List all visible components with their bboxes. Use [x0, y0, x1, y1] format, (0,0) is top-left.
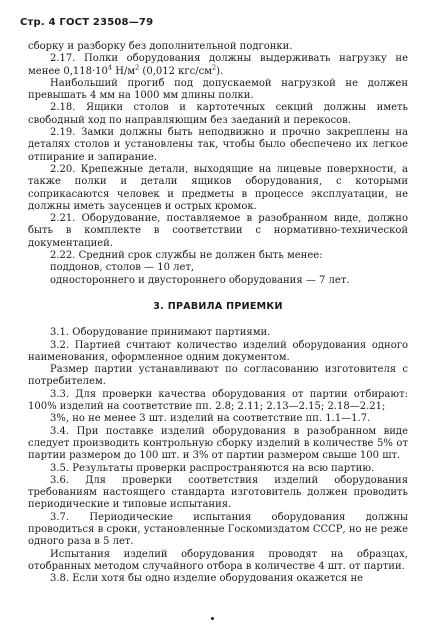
page-header: Стр. 4 ГОСТ 23508—79	[20, 17, 154, 28]
paragraph: Наибольший прогиб под допускаемой нагрузкой не должен превышать 4 мм на 1000 мм длины полки.	[28, 77, 408, 102]
paragraph: 2.22. Средний срок службы не должен быть менее:	[50, 250, 323, 262]
paragraph: 3.6. Для проверки соответствия изделий оборудования требованиям настоящего стандарта изготовитель должен проводить периодические и типовые испытания.	[28, 474, 408, 511]
paragraph: 3.1. Оборудование принимают партиями.	[50, 327, 271, 339]
paragraph: 3.4. При поставке изделий оборудования в разобранном виде следует производить контрольную сборку изделий в количестве 5% от партии размером до 100 шт. и 3% от партии размером свыше 100 шт.	[28, 425, 408, 462]
paragraph: поддонов, столов — 10 лет,	[50, 262, 195, 274]
document-body	[28, 41, 408, 585]
paragraph: 3.8. Если хотя бы одно изделие оборудования окажется не	[50, 573, 364, 585]
paragraph: 3.2. Партией считают количество изделий оборудования одного наименования, оформленное одним документом.	[28, 339, 408, 363]
paragraph: 2.18. Ящики столов и картотечных секций должны иметь свободный ход по направляющим без заеданий и перекосов.	[28, 102, 408, 126]
paragraph-2-17: 2.17. Полки оборудования должны выдерживать нагрузку не менее $0,118\cdot 10^4$ $Н/м^2$ (0,012 кгс/$см^2$).	[28, 53, 408, 77]
paragraph: 3.3. Для проверки качества оборудования от партии отбирают: 100% изделий на соответствие пп. 2.8; 2.11; 2.13—2.15; 2.18—2.21;	[28, 388, 408, 413]
paragraph: 2.21. Оборудование, поставляемое в разобранном виде, должно быть в комплекте в соответствии с нормативно-технической документацией.	[28, 213, 408, 249]
paragraph: 3.5. Результаты проверки распространяются на всю партию.	[50, 462, 375, 474]
paragraph: 3%, но не менее 3 шт. изделий на соответствие пп. 1.1—1.7.	[50, 413, 371, 425]
page-dot-mark	[211, 617, 214, 620]
paragraph: сборку и разборку без дополнительной подгонки.	[28, 41, 293, 52]
section-title: 3. ПРАВИЛА ПРИЕМКИ	[153, 300, 283, 312]
paragraph: Испытания изделий оборудования проводят на образцах, отобранных методом случайного отбора в количестве 4 шт. от партии.	[28, 548, 408, 572]
paragraph: 2.20. Крепежные детали, выходящие на лицевые поверхности, а также полки и детали ящиков оборудования, с которыми соприкасаются человек и предметы в процессе эксплуатации, не должны иметь заусенцев и острых кромок.	[28, 163, 408, 212]
paragraph: Размер партии устанавливают по согласованию изготовителя с потребителем.	[28, 364, 408, 388]
paragraph: одностороннего и двустороннего оборудования — 7 лет.	[50, 274, 350, 286]
paragraph: 3.7. Периодические испытания оборудования должны проводиться в сроки, установленные Госкомиздатом СССР, но не реже одного раза в 5 лет.	[28, 511, 408, 548]
paragraph: 2.19. Замки должны быть неподвижно и прочно закреплены на деталях столов и установлены так, чтобы было обеспечено их легкое отпирание и запирание.	[28, 127, 408, 163]
